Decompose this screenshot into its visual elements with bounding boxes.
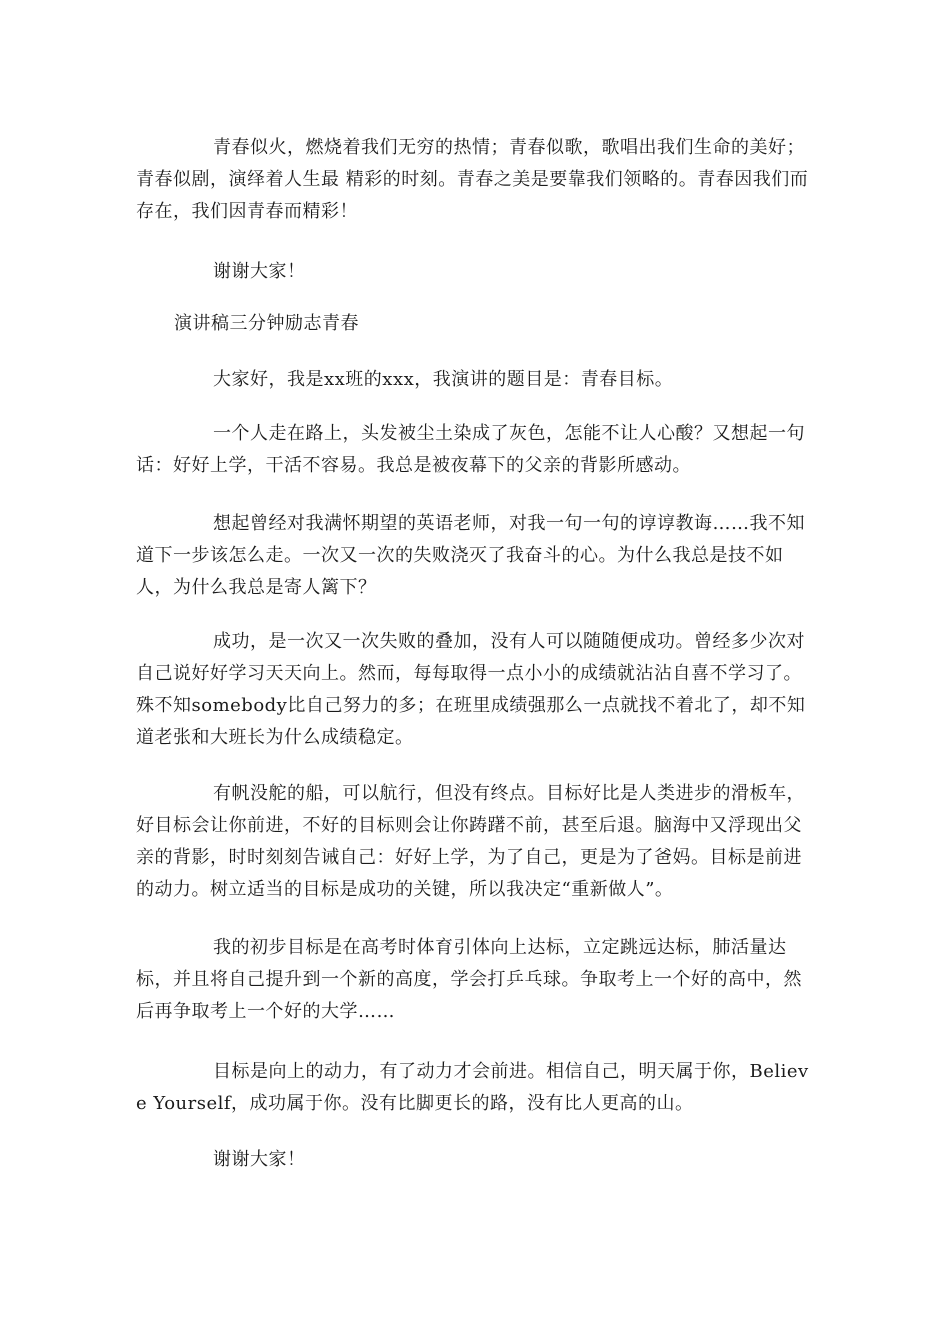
speech-paragraph-plan: 我的初步目标是在高考时体育引体向上达标，立定跳远达标，肺活量达标，并且将自己提升到一个新的高度，学会打乒乓球。争取考上一个好的高中，然后再争取考上一个好的大学…… <box>136 937 802 1022</box>
thanks-line-2: 谢谢大家！ <box>213 1149 306 1170</box>
speech-title: 演讲稿三分钟励志青春 <box>174 313 359 334</box>
speech-greeting: 大家好，我是xx班的xxx，我演讲的题目是：青春目标。 <box>213 369 674 390</box>
speech-paragraph-goal: 有帆没舵的船，可以航行，但没有终点。目标好比是人类进步的滑板车，好目标会让你前进，不好的目标则会让你踌躇不前，甚至后退。脑海中又浮现出父亲的背影，时时刻刻告诫自己：好好上学，为了自己，更是为了爸妈。目标是前进的动力。树立适当的目标是成功的关键，所以我决定“重新做人”。 <box>136 783 805 900</box>
speech-paragraph-success: 成功，是一次又一次失败的叠加，没有人可以随随便成功。曾经多少次对自己说好好学习天天向上。然而，每每取得一点小小的成绩就沾沾自喜不学习了。殊不知somebody比自己努力的多；在班里成绩强那么一点就找不着北了，却不知道老张和大班长为什么成绩稳定。 <box>136 631 806 748</box>
speech-paragraph-teacher: 想起曾经对我满怀期望的英语老师，对我一句一句的谆谆教诲……我不知道下一步该怎么走。一次又一次的失败浇灭了我奋斗的心。为什么我总是技不如人，为什么我总是寄人篱下？ <box>136 513 805 598</box>
speech-paragraph-road: 一个人走在路上，头发被尘土染成了灰色，怎能不让人心酸？又想起一句话：好好上学，干活不容易。我总是被夜幕下的父亲的背影所感动。 <box>136 423 805 476</box>
opening-paragraph: 青春似火，燃烧着我们无穷的热情；青春似歌，歌唱出我们生命的美好；青春似剧，演绎着人生最 精彩的时刻。青春之美是要靠我们领略的。青春因我们而存在，我们因青春而精彩！ <box>136 137 809 222</box>
thanks-line-1: 谢谢大家！ <box>213 261 306 282</box>
speech-paragraph-motivation: 目标是向上的动力，有了动力才会前进。相信自己，明天属于你，Believe Yourself，成功属于你。没有比脚更长的路，没有比人更高的山。 <box>136 1061 809 1114</box>
